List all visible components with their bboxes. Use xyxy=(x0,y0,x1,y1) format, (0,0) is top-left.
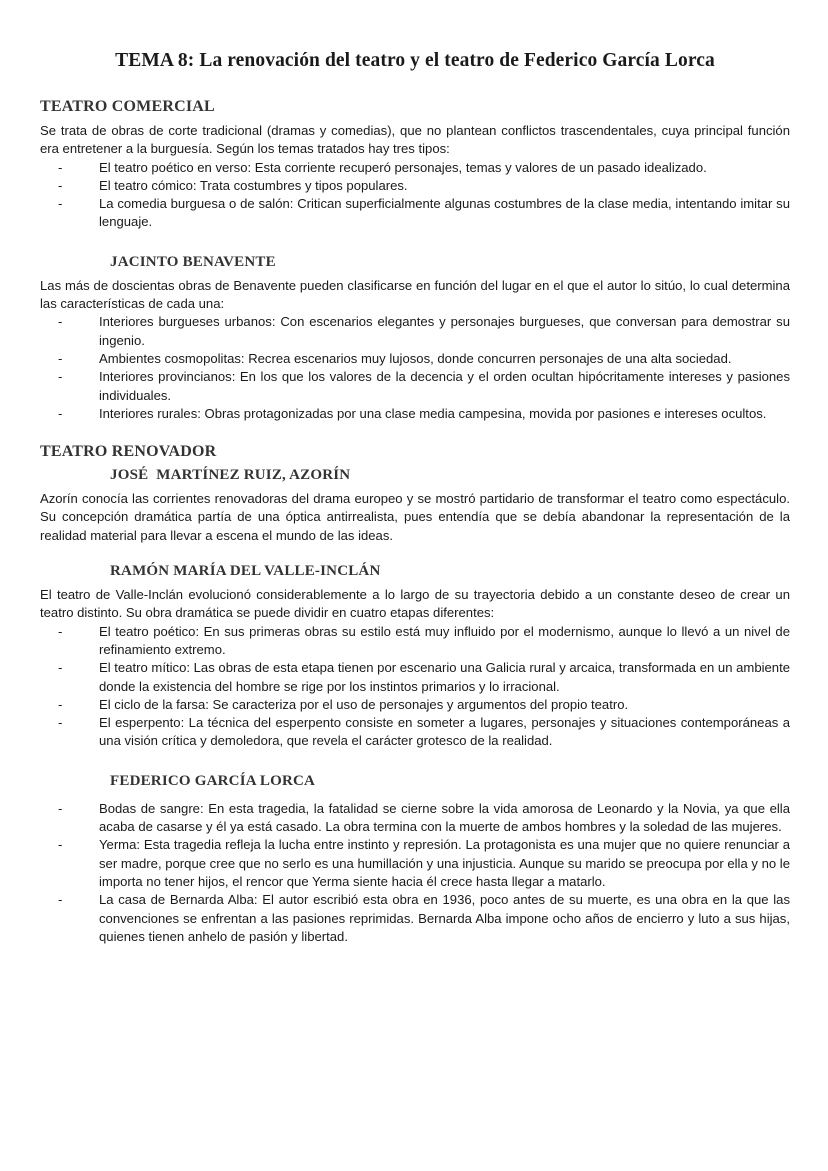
list-item-text: El ciclo de la farsa: Se caracteriza por el uso de personajes y argumentos del propio teatro. xyxy=(99,696,629,712)
intro-paragraph: Las más de doscientas obras de Benavente pueden clasificarse en función del lugar en el que el autor lo sitúo, lo cual determina las características de cada una: xyxy=(40,277,790,312)
list-item xyxy=(40,350,790,368)
list-item xyxy=(40,368,790,405)
list-item-text: La casa de Bernarda Alba: El autor escribió esta obra en 1936, poco antes de su muerte, es una obra en la que las convenciones se enfrentan a las pasiones reprimidas. Bernarda Alba impone ocho años de encierro y luto a sus hijas, quienes tienen anhelo de pasión y libertad. xyxy=(99,892,790,944)
subsection-heading-lorca: FEDERICO GARCÍA LORCA xyxy=(110,772,316,789)
intro-paragraph: Se trata de obras de corte tradicional (dramas y comedias), que no plantean conflictos trascendentales, cuya principal función era entretener a la burguesía. Según los temas tratados hay tres tipos: xyxy=(40,123,790,157)
list-item xyxy=(40,696,790,714)
subsection-heading-valle-inclan: RAMÓN MARÍA DEL VALLE-INCLÁN xyxy=(110,563,381,580)
dash-bullet: - xyxy=(58,696,63,712)
list-item-text: Yerma: Esta tragedia refleja la lucha entre instinto y represión. La protagonista es una mujer que no quiere renunciar a ser madre, porque cree que no serlo es una humillación y una injusticia. Aunque su marido se preocupa por ella y no le importa no tener hijos, el rencor que Yerma siente hacia él crece hasta llegar a matarlo. xyxy=(99,837,790,889)
bullet-list xyxy=(40,623,790,751)
list-item xyxy=(40,159,790,177)
page-title: TEMA 8: La renovación del teatro y el teatro de Federico García Lorca xyxy=(115,50,715,71)
dash-bullet: - xyxy=(58,892,63,908)
section-garcia-lorca xyxy=(40,773,790,946)
bullet-list xyxy=(40,313,790,423)
list-item-text: El teatro poético en verso: Esta corriente recuperó personajes, temas y valores de un pasado idealizado. xyxy=(99,159,707,175)
dash-bullet: - xyxy=(58,314,63,330)
dash-bullet: - xyxy=(58,177,63,193)
dash-bullet: - xyxy=(58,837,63,853)
list-item-text: El teatro cómico: Trata costumbres y tipos populares. xyxy=(99,177,408,193)
dash-bullet: - xyxy=(58,800,63,816)
dash-bullet: - xyxy=(58,350,63,366)
section-jacinto-benavente xyxy=(40,254,790,423)
dash-bullet: - xyxy=(58,196,63,212)
list-item xyxy=(40,659,790,696)
list-item xyxy=(40,177,790,195)
list-item xyxy=(40,623,790,660)
list-item xyxy=(40,891,790,946)
list-item xyxy=(40,195,790,232)
bullet-list xyxy=(40,159,790,232)
dash-bullet: - xyxy=(58,405,63,421)
section-teatro-renovador xyxy=(40,443,790,461)
intro-paragraph: El teatro de Valle-Inclán evolucionó considerablemente a lo largo de su trayectoria debido a un constante deseo de crear un teatro distinto. Su obra dramática se puede dividir en cuatro etapas diferentes: xyxy=(40,587,790,621)
bullet-list xyxy=(40,800,790,946)
subsection-heading-azorin: JOSÉ MARTÍNEZ RUIZ, AZORÍN xyxy=(110,467,351,484)
dash-bullet: - xyxy=(58,660,63,676)
list-item-text: Bodas de sangre: En esta tragedia, la fatalidad se cierne sobre la vida amorosa de Leonardo y la Novia, ya que ella acaba de casarse y él ya está casado. La obra termina con la muerte de ambos hombres y la soledad de las mujeres. xyxy=(99,800,790,835)
list-item xyxy=(40,313,790,350)
list-item-text: Interiores provincianos: En los que los valores de la decencia y el orden ocultan hipócritamente intereses y pasiones individuales. xyxy=(99,369,790,403)
list-item xyxy=(40,800,790,837)
list-item-text: Ambientes cosmopolitas: Recrea escenarios muy lujosos, donde concurren personajes de una alta sociedad. xyxy=(99,350,732,366)
dash-bullet: - xyxy=(58,715,63,731)
dash-bullet: - xyxy=(58,623,63,639)
section-heading-teatro-comercial: TEATRO COMERCIAL xyxy=(40,98,215,115)
subsection-heading-benavente: JACINTO BENAVENTE xyxy=(110,253,276,270)
list-item-text: El teatro poético: En sus primeras obras su estilo está muy influido por el modernismo, aunque lo llevó a un nivel de refinamiento extremo. xyxy=(99,623,790,657)
list-item xyxy=(40,836,790,891)
list-item xyxy=(40,714,790,751)
section-teatro-comercial xyxy=(40,98,790,232)
list-item-text: El teatro mítico: Las obras de esta etapa tienen por escenario una Galicia rural y arcaica, transformada en un ambiente donde la existencia del hombre se rige por los instintos primarios y lo irracional. xyxy=(99,660,790,694)
section-valle-inclan xyxy=(40,563,790,751)
list-item xyxy=(40,405,790,423)
dash-bullet: - xyxy=(58,159,63,175)
dash-bullet: - xyxy=(58,369,63,385)
section-heading-teatro-renovador: TEATRO RENOVADOR xyxy=(40,443,217,461)
list-item-text: Interiores rurales: Obras protagonizadas por una clase media campesina, movida por pasiones e intereses ocultos. xyxy=(99,405,767,421)
list-item-text: Interiores burgueses urbanos: Con escenarios elegantes y personajes burgueses, que conversan para demostrar su ingenio. xyxy=(99,314,790,348)
section-azorin xyxy=(40,467,790,545)
list-item-text: La comedia burguesa o de salón: Critican superficialmente algunas costumbres de la clase media, intentando imitar su lenguaje. xyxy=(99,196,790,230)
body-paragraph: Azorín conocía las corrientes renovadoras del drama europeo y se mostró partidario de transformar el teatro como espectáculo. Su concepción dramática partía de una óptica antirrealista, pues entendía que se debía abandonar la representación de la realidad material para llevar a escena el mundo de las ideas. xyxy=(40,491,790,543)
list-item-text: El esperpento: La técnica del esperpento consiste en someter a lugares, personajes y situaciones contemporáneas a una visión crítica y demoledora, que revela el carácter grotesco de la realidad. xyxy=(99,715,790,749)
